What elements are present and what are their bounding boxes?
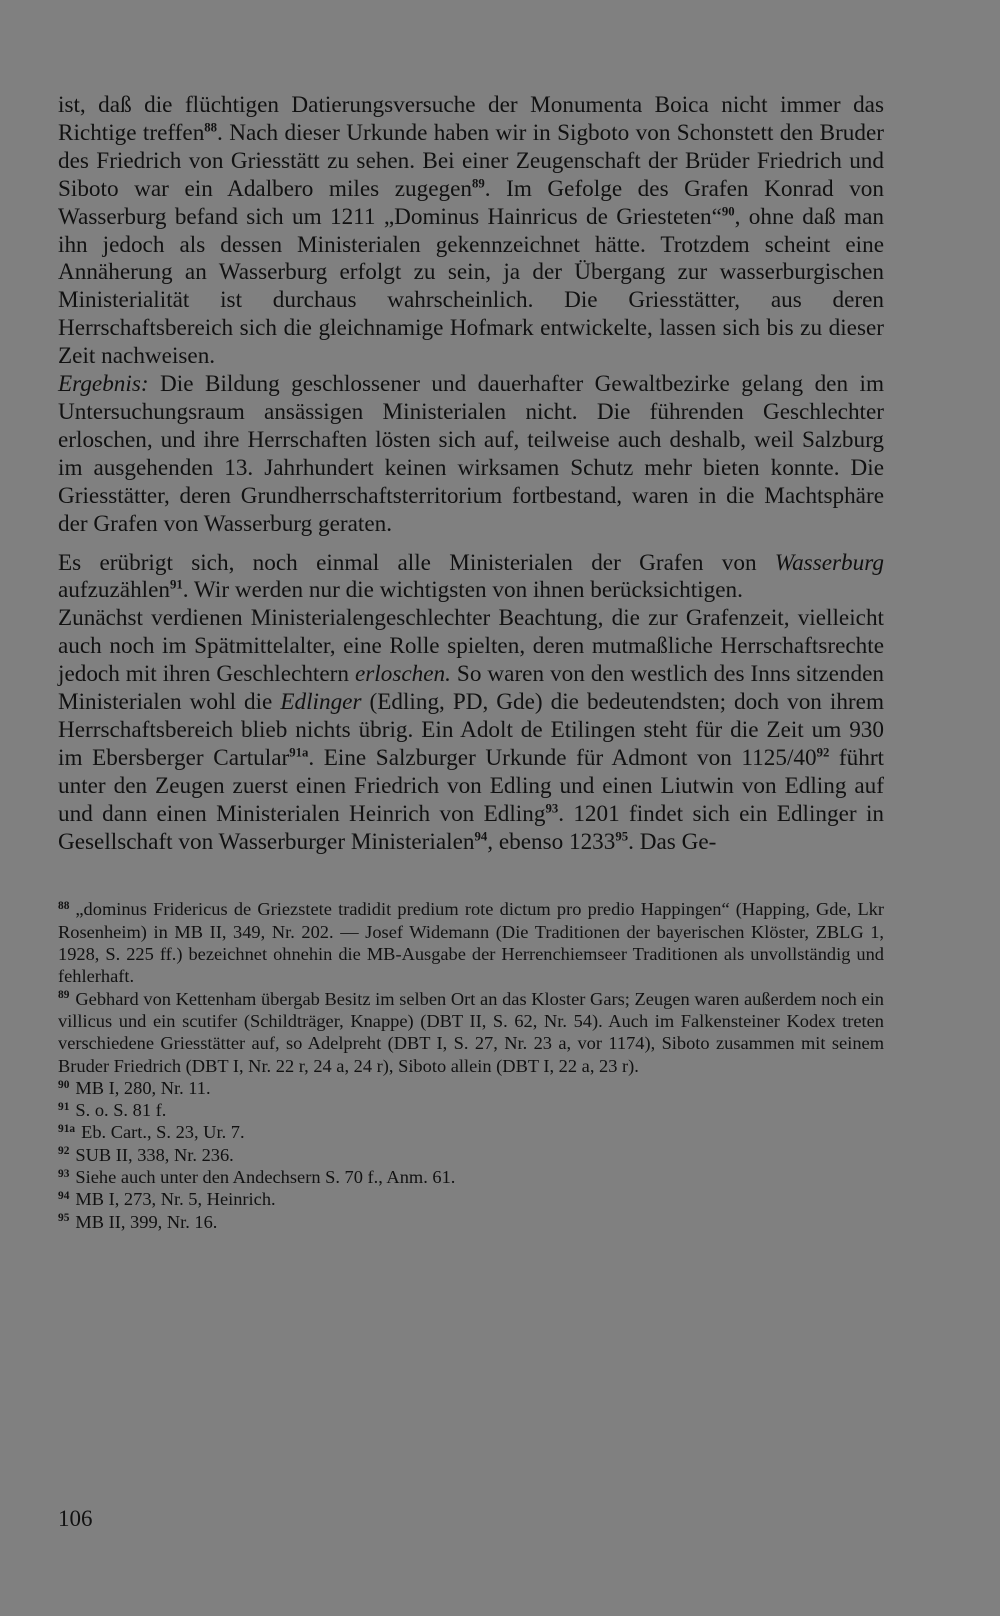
text-run: . Im Gefolge des Grafen Konrad von Wasserburg befand sich um 1211 „Dominus Hainricus de Griesteten“ <box>58 175 884 230</box>
footnote-ref[interactable]: 88 <box>204 120 218 135</box>
footnote-number: 91 <box>58 1100 70 1113</box>
footnote-ref[interactable]: 91 <box>170 578 183 593</box>
footnote-text: MB II, 399, Nr. 16. <box>75 1211 218 1232</box>
footnote-ref[interactable]: 95 <box>615 829 629 844</box>
footnote-number: 95 <box>58 1212 70 1225</box>
footnote <box>58 1166 884 1188</box>
text-run: . Das Ge- <box>628 828 717 855</box>
footnote-ref[interactable]: 93 <box>545 801 559 816</box>
text-run: Es erübrigt sich, noch einmal alle Ministerialen der Grafen von <box>58 549 775 576</box>
footnote <box>58 1144 884 1166</box>
footnote-ref[interactable]: 94 <box>474 829 488 844</box>
footnote-text: MB I, 273, Nr. 5, Heinrich. <box>75 1189 276 1210</box>
footnote <box>58 1077 884 1099</box>
footnote-text: Gebhard von Kettenham übergab Besitz im selben Ort an das Kloster Gars; Zeugen waren außerdem noch ein villicus und ein scutifer (Schildträger, Knappe) (DBT II, S. 62, Nr. 54). Auch im Falkensteiner Kodex treten verschiedene Griesstätter auf, so Adelpreht (DBT I, S. 27, Nr. 23 a, vor 1174), Siboto zusammen mit seinem Bruder Friedrich (DBT I, Nr. 22 r, 24 a, 24 r), Siboto allein (DBT I, 22 a, 23 r). <box>58 988 884 1076</box>
text-run: aufzuzählen <box>58 577 170 604</box>
footnote-text: SUB II, 338, Nr. 236. <box>75 1144 234 1165</box>
text-run: , ohne daß man ihn jedoch als dessen Ministerialen gekennzeichnet hätte. Trotzdem scheint eine Annäherung an Wasserburg erfolgt zu sein, ja der Übergang zur wasserburgischen Ministerialität ist durchaus wahrscheinlich. Die Griesstätter, aus deren Herrschaftsbereich sich die gleichnamige Hofmark entwickelte, lassen sich bis zu dieser Zeit nachweisen. <box>58 203 884 370</box>
text-run: (Edling, PD, Gde) die bedeutendsten; doch von ihrem Herrschaftsbereich blieb nichts übrig. Ein Adolt de Etilingen steht für die Zeit um 930 im Ebersberger Cartular <box>58 689 884 771</box>
italic-run: erloschen. <box>354 661 451 688</box>
footnotes <box>58 898 884 1232</box>
footnote-number: 90 <box>58 1078 70 1091</box>
paragraph-3 <box>58 550 884 606</box>
footnote-text: „dominus Fridericus de Griezstete tradidit predium rote dictum pro predio Happingen“ (Happing, Gde, Lkr Rosenheim) in MB II, 349, Nr. 202. — Josef Widemann (Die Traditionen der bayerischen Klöster, ZBLG 1, 1928, S. 225 ff.) bezeichnet ohnehin die MB-Ausgabe der Herrenchiemseer Traditionen als unvollständig und fehlerhaft. <box>58 899 884 987</box>
paragraph-2 <box>58 371 884 538</box>
main-text <box>58 92 884 856</box>
footnote-number: 88 <box>58 900 70 913</box>
text-run: ist, daß die flüchtigen Datierungsversuche der Monumenta Boica nicht immer das Richtige treffen <box>58 92 884 146</box>
text-run: So waren von den westlich des Inns sitzenden Ministerialen wohl die <box>58 661 884 716</box>
paragraph-1 <box>58 92 884 371</box>
footnote-ref[interactable]: 91a <box>289 745 309 760</box>
text-run: . 1201 findet sich ein Edlinger in Gesellschaft von Wasserburger Ministerialen <box>58 800 884 855</box>
result-label: Ergebnis: <box>58 371 149 398</box>
footnote <box>58 988 884 1077</box>
page-number: 106 <box>58 1506 93 1531</box>
italic-run: Wasserburg <box>774 549 884 576</box>
footnote <box>58 1121 884 1143</box>
text-run: Die Bildung geschlossener und dauerhafter Gewaltbezirke gelang den im Untersuchungsraum ansässigen Ministerialen nicht. Die führenden Geschlechter erloschen, und ihre Herrschaften lösten sich auf, teilweise auch deshalb, weil Salzburg im ausgehenden 13. Jahrhundert keinen wirksamen Schutz mehr bieten konnte. Die Griesstätter, deren Grundherrschaftsterritorium fortbestand, waren in die Machtsphäre der Grafen von Wasserburg geraten. <box>58 371 884 537</box>
footnote-text: Siehe auch unter den Andechsern S. 70 f., Anm. 61. <box>75 1167 456 1188</box>
text-run: . Eine Salzburger Urkunde für Admont von 1125/40 <box>308 744 817 771</box>
page-content <box>58 92 884 1233</box>
footnote <box>58 1188 884 1210</box>
footnote-number: 91a <box>58 1123 76 1136</box>
text-run: Zunächst verdienen Ministerialengeschlechter Beachtung, die zur Grafenzeit, vielleicht auch noch im Spätmittelalter, eine Rolle spielten, deren mutmaßliche Herrschaftsrechte jedoch mit ihren Geschlechtern <box>58 605 884 688</box>
footnote-number: 92 <box>58 1145 70 1158</box>
footnote <box>58 1099 884 1121</box>
footnote <box>58 1211 884 1233</box>
footnote-text: MB I, 280, Nr. 11. <box>75 1077 211 1098</box>
footnote-text: S. o. S. 81 f. <box>75 1100 167 1121</box>
footnote-number: 93 <box>58 1167 70 1180</box>
text-run: führt unter den Zeugen zuerst einen Friedrich von Edling und einen Liutwin von Edling auf und dann einen Ministerialen Heinrich von Edling <box>58 744 884 827</box>
footnote-ref[interactable]: 92 <box>816 745 830 760</box>
text-run: . Wir werden nur die wichtigsten von ihnen berücksichtigen. <box>182 577 743 604</box>
footnote-text: Eb. Cart., S. 23, Ur. 7. <box>81 1122 245 1143</box>
footnote-ref[interactable]: 90 <box>721 204 735 219</box>
text-run: , ebenso 1233 <box>487 828 616 855</box>
footnote-number: 89 <box>58 989 70 1002</box>
footnote <box>58 898 884 987</box>
paragraph-4 <box>58 605 884 856</box>
italic-run: Edlinger <box>280 689 362 716</box>
footnote-number: 94 <box>58 1190 70 1203</box>
footnote-ref[interactable]: 89 <box>471 176 485 191</box>
text-run: . Nach dieser Urkunde haben wir in Sigboto von Schonstett den Bruder des Friedrich von Griesstätt zu sehen. Bei einer Zeugenschaft der Brüder Friedrich und Siboto war ein Adalbero miles zugegen <box>58 119 884 202</box>
